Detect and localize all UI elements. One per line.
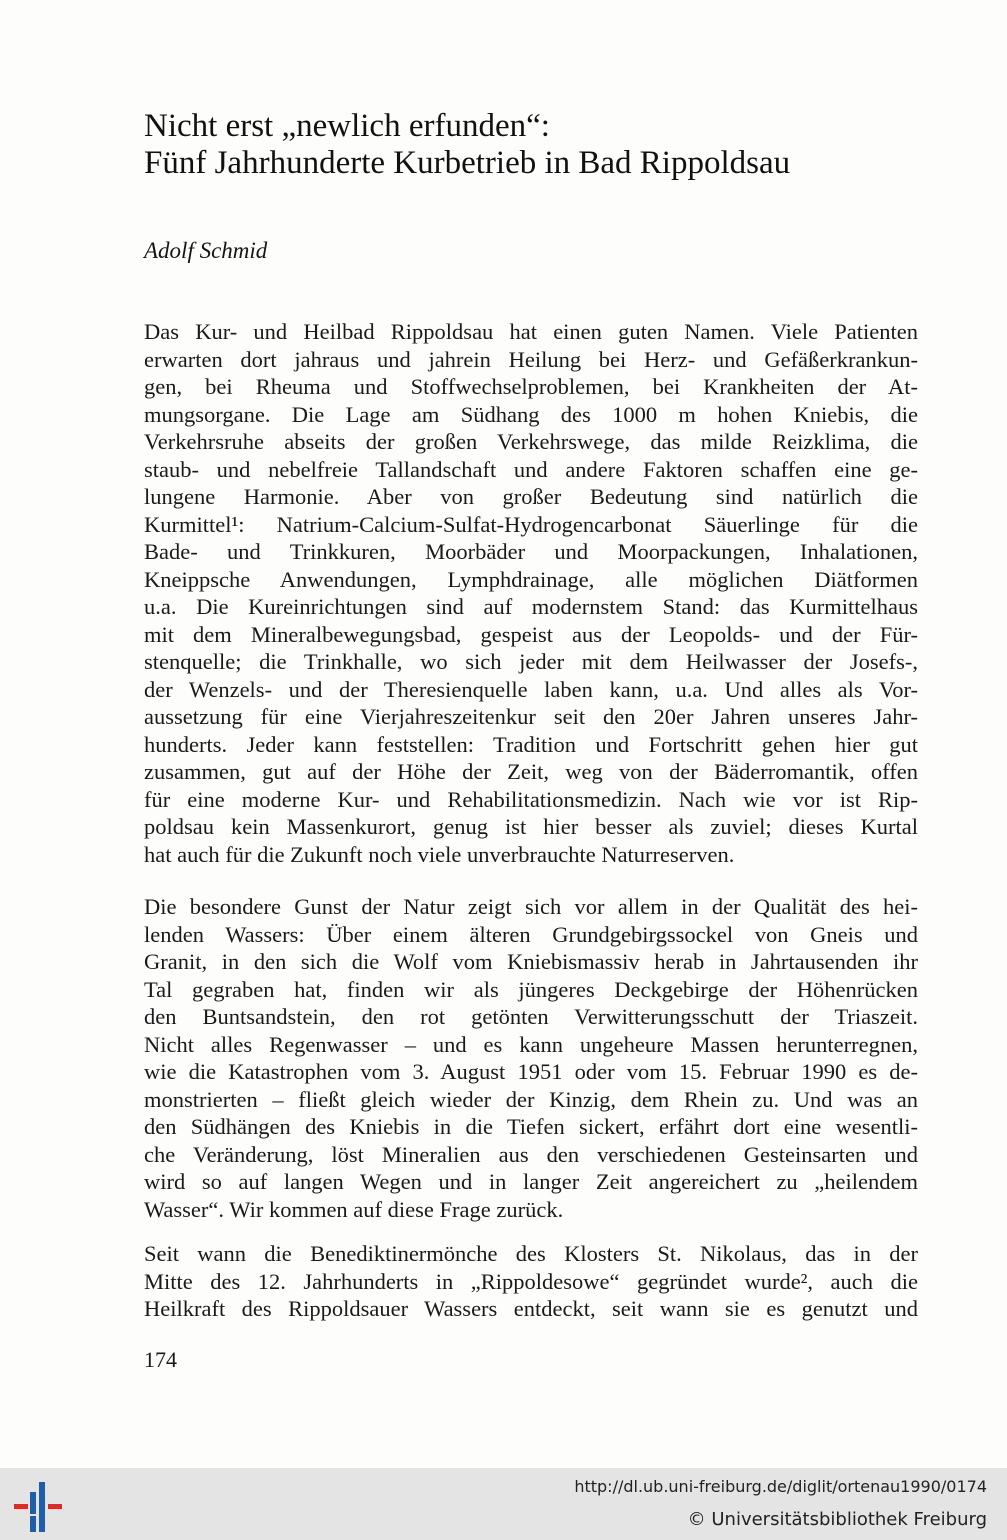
footer-band bbox=[0, 1468, 1007, 1540]
title-line-2: Fünf Jahrhunderte Kurbetrieb in Bad Rippoldsau bbox=[144, 145, 791, 181]
text-line: mit dem Mineralbewegungsbad, gespeist aus der Leopolds- und der Für- bbox=[144, 621, 918, 647]
text-line: hunderts. Jeder kann feststellen: Tradition und Fortschritt gehen hier gut bbox=[144, 731, 918, 757]
text-line: Kurmittel¹: Natrium-Calcium-Sulfat-Hydrogencarbonat Säuerlinge für die bbox=[144, 511, 918, 537]
text-line: Die besondere Gunst der Natur zeigt sich vor allem in der Qualität des hei- bbox=[144, 894, 918, 919]
text-line: wie die Katastrophen vom 3. August 1951 oder vom 15. Februar 1990 es de- bbox=[144, 1059, 918, 1084]
paragraph-2 bbox=[144, 893, 918, 1223]
text-line: stenquelle; die Trinkhalle, wo sich jeder mit dem Heilwasser der Josefs-, bbox=[144, 649, 918, 674]
text-line: Mitte des 12. Jahrhunderts in „Rippoldesowe“ gegründet wurde², auch die bbox=[144, 1268, 918, 1294]
text-line: aussetzung für eine Vierjahreszeitenkur seit den 20er Jahren unseres Jahr- bbox=[144, 704, 918, 729]
page-number: 174 bbox=[144, 1347, 177, 1372]
text-line: für eine moderne Kur- und Rehabilitationsmedizin. Nach wie vor ist Rip- bbox=[144, 786, 918, 812]
title-line-1: Nicht erst „newlich erfunden“: bbox=[144, 108, 550, 144]
ub-freiburg-logo-icon bbox=[14, 1482, 62, 1532]
text-line: Nicht alles Regenwasser – und es kann ungeheure Massen herunterregnen, bbox=[144, 1031, 918, 1057]
copyright-text: © Universitätsbibliothek Freiburg bbox=[687, 1509, 987, 1530]
text-line: Das Kur- und Heilbad Rippoldsau hat einen guten Namen. Viele Patienten bbox=[144, 319, 918, 344]
text-line: wird so auf langen Wegen und in langer Zeit angereichert zu „heilendem bbox=[144, 1169, 918, 1194]
text-line: Seit wann die Benediktinermönche des Klosters St. Nikolaus, das in der bbox=[144, 1241, 918, 1266]
text-line: poldsau kein Massenkurort, genug ist hier besser als zuviel; dieses Kurtal bbox=[144, 814, 918, 839]
text-line: lenden Wassers: Über einem älteren Grundgebirgssockel von Gneis und bbox=[144, 921, 918, 947]
text-line: erwarten dort jahraus und jahrein Heilung bei Herz- und Gefäßerkrankun- bbox=[144, 346, 918, 372]
text-line: monstrierten – fließt gleich wieder der Kinzig, dem Rhein zu. Und was an bbox=[144, 1086, 918, 1112]
text-line: gen, bei Rheuma und Stoffwechselproblemen, bei Krankheiten der At- bbox=[144, 374, 918, 399]
text-line: Tal gegraben hat, finden wir als jüngeres Deckgebirge der Höhenrücken bbox=[144, 976, 918, 1002]
text-line: hat auch für die Zukunft noch viele unverbrauchte Naturreserven. bbox=[144, 841, 735, 867]
text-line: Verkehrsruhe abseits der großen Verkehrswege, das milde Reizklima, die bbox=[144, 429, 918, 454]
text-line: lungene Harmonie. Aber von großer Bedeutung sind natürlich die bbox=[144, 484, 918, 509]
text-line: staub- und nebelfreie Tallandschaft und andere Faktoren schaffen eine ge- bbox=[144, 456, 918, 482]
text-line: u.a. Die Kureinrichtungen sind auf modernstem Stand: das Kurmittelhaus bbox=[144, 594, 918, 619]
text-line: den Buntsandstein, den rot getönten Verwitterungsschutt der Triaszeit. bbox=[144, 1004, 918, 1029]
text-line: Kneippsche Anwendungen, Lymphdrainage, alle möglichen Diätformen bbox=[144, 566, 918, 592]
author-name: Adolf Schmid bbox=[144, 238, 268, 263]
paragraph-3 bbox=[144, 1240, 918, 1323]
text-line: mungsorgane. Die Lage am Südhang des 1000 m hohen Kniebis, die bbox=[144, 401, 918, 427]
text-line: Heilkraft des Rippoldsauer Wassers entdeckt, seit wann sie es genutzt und bbox=[144, 1296, 918, 1321]
text-line: Bade- und Trinkkuren, Moorbäder und Moorpackungen, Inhalationen, bbox=[144, 539, 918, 564]
text-line: Granit, in den sich die Wolf vom Kniebismassiv herab in Jahrtausenden ihr bbox=[144, 949, 918, 974]
paragraph-1 bbox=[144, 318, 918, 868]
article-title bbox=[144, 108, 924, 182]
text-line: che Veränderung, löst Mineralien aus den verschiedenen Gesteinsarten und bbox=[144, 1141, 918, 1167]
text-line: Wasser“. Wir kommen auf diese Frage zurück. bbox=[144, 1196, 564, 1222]
text-line: den Südhängen des Kniebis in die Tiefen sickert, erfährt dort eine wesentli- bbox=[144, 1114, 918, 1139]
permalink-url[interactable]: http://dl.ub.uni-freiburg.de/diglit/ortenau1990/0174 bbox=[574, 1477, 987, 1496]
text-line: der Wenzels- und der Theresienquelle laben kann, u.a. Und alles als Vor- bbox=[144, 676, 918, 702]
text-line: zusammen, gut auf der Höhe der Zeit, weg von der Bäderromantik, offen bbox=[144, 759, 918, 784]
